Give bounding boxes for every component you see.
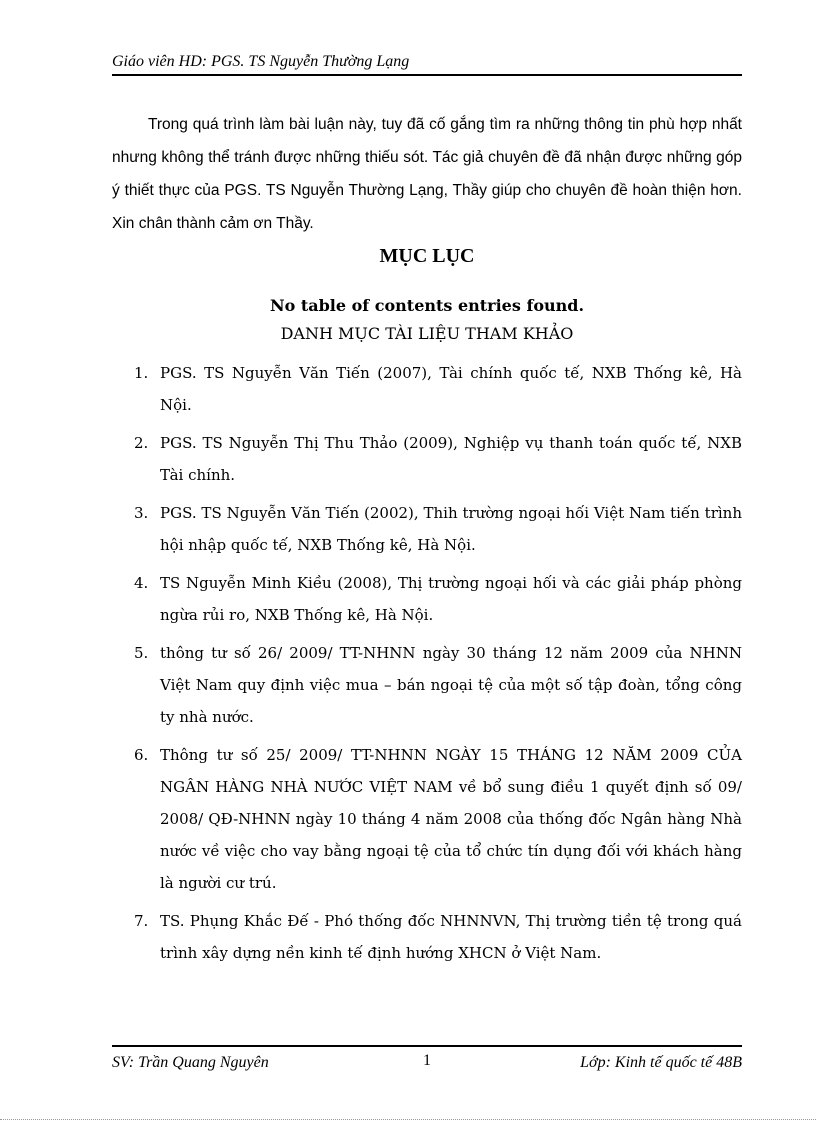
page-edge-divider bbox=[0, 1119, 816, 1120]
reference-number: 6. bbox=[134, 746, 149, 764]
references-list bbox=[112, 357, 742, 975]
page-number: 1 bbox=[423, 1052, 431, 1069]
reference-number: 2. bbox=[134, 434, 149, 452]
reference-text: thông tư số 26/ 2009/ TT-NHNN ngày 30 tháng 12 năm 2009 của NHNN Việt Nam quy định việc mua – bán ngoại tệ của một số tập đoàn, tổng công ty nhà nước. bbox=[160, 644, 742, 726]
reference-text: PGS. TS Nguyễn Văn Tiến (2007), Tài chính quốc tế, NXB Thống kê, Hà Nội. bbox=[160, 364, 742, 414]
toc-empty-message: No table of contents entries found. bbox=[269, 296, 585, 315]
reference-number: 4. bbox=[134, 574, 149, 592]
header-text: Giáo viên HD: PGS. TS Nguyễn Thường Lạng bbox=[112, 53, 410, 70]
page-header bbox=[112, 52, 742, 76]
footer-class: Lớp: Kinh tế quốc tế 48B bbox=[580, 1054, 742, 1071]
reference-number: 7. bbox=[134, 912, 149, 930]
reference-item bbox=[112, 497, 742, 561]
reference-text: PGS. TS Nguyễn Thị Thu Thảo (2009), Nghiệp vụ thanh toán quốc tế, NXB Tài chính. bbox=[160, 434, 742, 484]
reference-number: 3. bbox=[134, 504, 149, 522]
reference-text: Thông tư số 25/ 2009/ TT-NHNN NGÀY 15 THÁNG 12 NĂM 2009 CỦA NGÂN HÀNG NHÀ NƯỚC VIỆT NAM về bổ sung điều 1 quyết định số 09/ 2008/ QĐ-NHNN ngày 10 tháng 4 năm 2008 của thống đốc Ngân hàng Nhà nước về việc cho vay bằng ngoại tệ của tổ chức tín dụng đối với khách hàng là người cư trú. bbox=[160, 746, 742, 892]
reference-text: TS Nguyễn Minh Kiều (2008), Thị trường ngoại hối và các giải pháp phòng ngừa rủi ro, NXB Thống kê, Hà Nội. bbox=[160, 574, 742, 624]
reference-item bbox=[112, 905, 742, 969]
reference-item bbox=[112, 739, 742, 899]
reference-item bbox=[112, 637, 742, 733]
page-footer bbox=[112, 1045, 742, 1071]
reference-text: TS. Phụng Khắc Đế - Phó thống đốc NHNNVN, Thị trường tiền tệ trong quá trình xây dựng nền kinh tế định hướng XHCN ở Việt Nam. bbox=[160, 912, 742, 962]
reference-number: 1. bbox=[134, 364, 149, 382]
intro-paragraph: Trong quá trình làm bài luận này, tuy đã cố gắng tìm ra những thông tin phù hợp nhất nhưng không thể tránh được những thiếu sót. Tác giả chuyên đề đã nhận được những góp ý thiết thực của PGS. TS Nguyễn Thường Lạng, Thầy giúp cho chuyên đề hoàn thiện hơn. Xin chân thành cảm ơn Thầy. bbox=[112, 116, 742, 232]
reference-item bbox=[112, 427, 742, 491]
footer-student: SV: Trần Quang Nguyên bbox=[112, 1054, 269, 1071]
toc-title: MỤC LỤC bbox=[379, 245, 475, 267]
references-title: DANH MỤC TÀI LIỆU THAM KHẢO bbox=[280, 324, 574, 343]
reference-number: 5. bbox=[134, 644, 149, 662]
reference-item bbox=[112, 567, 742, 631]
reference-text: PGS. TS Nguyễn Văn Tiến (2002), Thih trường ngoại hối Việt Nam tiến trình hội nhập quốc tế, NXB Thống kê, Hà Nội. bbox=[160, 504, 742, 554]
reference-item bbox=[112, 357, 742, 421]
